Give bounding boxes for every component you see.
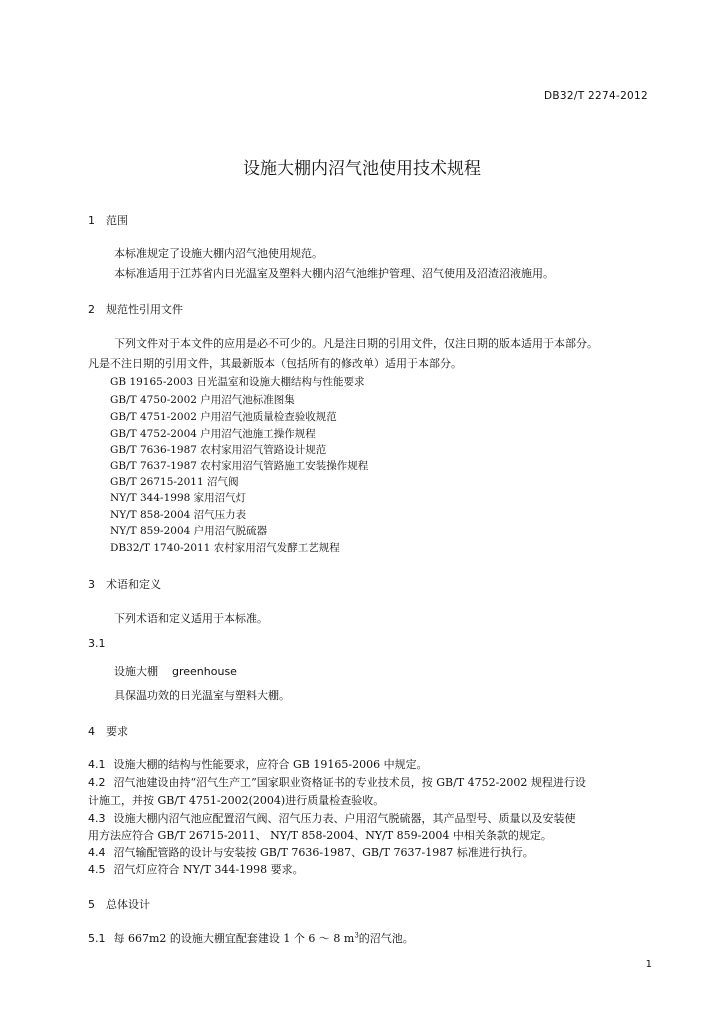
page-number: 1 (645, 959, 652, 970)
reference-item: NY/T 344-1998 家用沼气灯 (110, 492, 247, 504)
reference-item: GB/T 7636-1987 农村家用沼气管路设计规范 (110, 444, 327, 456)
requirement-item (88, 774, 586, 790)
term-definition: 具保温功效的日光温室与塑料大棚。 (114, 689, 290, 702)
requirement-item (88, 810, 576, 826)
paragraph-continuation: 凡是不注日期的引用文件，其最新版本（包括所有的修改单）适用于本部分。 (88, 357, 462, 370)
requirement-item (88, 861, 304, 877)
item-number: 4.5 (88, 863, 106, 876)
reference-item: DB32/T 1740-2011 农村家用沼气发酵工艺规程 (110, 542, 340, 554)
requirement-item (88, 844, 534, 860)
reference-item: NY/T 859-2004 户用沼气脱硫器 (110, 525, 268, 537)
reference-item: GB/T 4752-2004 户用沼气池施工操作规程 (110, 428, 316, 440)
section-title: 规范性引用文件 (106, 303, 183, 316)
term-english: greenhouse (172, 665, 237, 678)
document-title: 设施大棚内沼气池使用技术规程 (243, 159, 481, 179)
section-number: 3 (88, 578, 95, 591)
standard-number: DB32/T 2274-2012 (544, 90, 648, 102)
item-number: 4.4 (88, 846, 106, 859)
section-4-heading (88, 723, 128, 739)
paragraph: 下列文件对于本文件的应用是必不可少的。凡是注日期的引用文件，仅注日期的版本适用于本部分。 (114, 337, 598, 350)
reference-item: GB/T 4750-2002 户用沼气池标准图集 (110, 394, 295, 406)
superscript: 3 (354, 931, 359, 940)
section-2-heading (88, 301, 183, 317)
item-text-end: 的沼气池。 (358, 932, 414, 945)
section-3-heading (88, 576, 161, 592)
design-item (88, 930, 414, 946)
term-chinese: 设施大棚 (114, 665, 158, 678)
item-text: 每 667m2 的设施大棚宜配套建设 1 个 6 ～ 8 m (113, 932, 355, 945)
reference-item: GB/T 7637-1987 农村家用沼气管路施工安装操作规程 (110, 460, 369, 472)
item-text: 沼气输配管路的设计与安装按 GB/T 7636-1987、GB/T 7637-1987 标准进行执行。 (113, 846, 534, 859)
section-number: 4 (88, 725, 95, 738)
section-title: 要求 (106, 725, 128, 738)
reference-item: NY/T 858-2004 沼气压力表 (110, 509, 247, 521)
section-number: 5 (88, 898, 95, 911)
section-number: 2 (88, 303, 95, 316)
requirement-item (88, 756, 428, 772)
subsection-number: 3.1 (88, 637, 106, 650)
reference-item: GB/T 4751-2002 户用沼气池质量检查验收规范 (110, 411, 337, 423)
item-number: 4.3 (88, 812, 106, 825)
item-text: 设施大棚内沼气池应配置沼气阀、沼气压力表、户用沼气脱硫器，其产品型号、质量以及安装使 (113, 812, 576, 825)
paragraph: 本标准规定了设施大棚内沼气池使用规范。 (114, 247, 323, 260)
term-entry (114, 663, 237, 679)
section-1-heading (88, 212, 128, 228)
item-text: 沼气灯应符合 NY/T 344-1998 要求。 (113, 863, 304, 876)
item-number: 5.1 (88, 932, 106, 945)
section-number: 1 (88, 214, 95, 227)
reference-item: GB 19165-2003 日光温室和设施大棚结构与性能要求 (110, 376, 365, 388)
section-title: 范围 (106, 214, 128, 227)
item-continuation: 计施工，并按 GB/T 4751-2002(2004)进行质量检查验收。 (88, 794, 385, 807)
item-continuation: 用方法应符合 GB/T 26715-2011、 NY/T 858-2004、NY/T 859-2004 中相关条款的规定。 (88, 829, 552, 842)
paragraph: 本标准适用于江苏省内日光温室及塑料大棚内沼气池维护管理、沼气使用及沼渣沼液施用。 (114, 267, 554, 280)
section-5-heading (88, 896, 150, 912)
section-title: 总体设计 (106, 898, 150, 911)
item-number: 4.1 (88, 758, 106, 771)
item-number: 4.2 (88, 776, 106, 789)
reference-item: GB/T 26715-2011 沼气阀 (110, 476, 239, 488)
paragraph: 下列术语和定义适用于本标准。 (114, 612, 268, 625)
item-text: 设施大棚的结构与性能要求，应符合 GB 19165-2006 中规定。 (113, 758, 428, 771)
item-text: 沼气池建设由持“沼气生产工”国家职业资格证书的专业技术员，按 GB/T 4752-2002 规程进行设 (113, 776, 586, 789)
section-title: 术语和定义 (106, 578, 161, 591)
